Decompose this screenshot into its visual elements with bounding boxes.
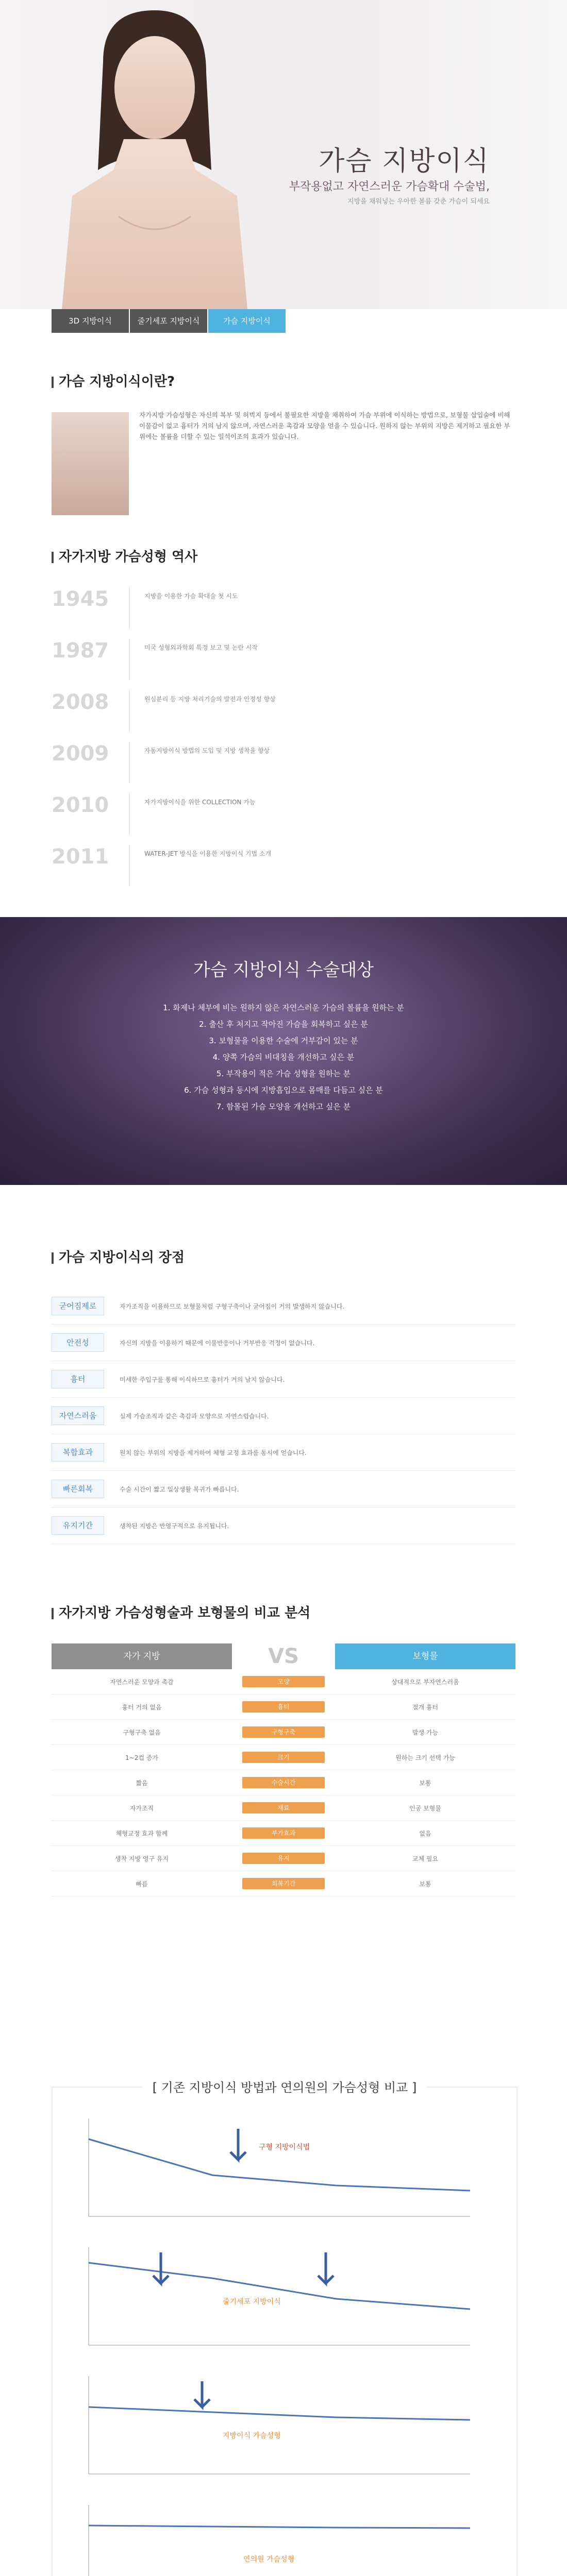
compare-heading-text: 자가지방 가슴성형술과 보형물의 비교 분석 bbox=[59, 1605, 311, 1621]
list-item: 7. 함몰된 가슴 모양을 개선하고 싶은 분 bbox=[216, 1102, 351, 1111]
compare-mid bbox=[232, 1777, 335, 1788]
list-item: 1. 화제나 체부에 비는 원하지 않은 자연스러운 가슴의 볼륨을 원하는 분 bbox=[163, 1003, 404, 1012]
graph-panel bbox=[89, 2505, 470, 2576]
graph-label: 연의원 가슴성형 bbox=[243, 2555, 295, 2564]
history-line bbox=[129, 690, 130, 732]
heading-bar bbox=[52, 377, 54, 388]
heading-bar bbox=[52, 1608, 54, 1619]
compare-right-head: 보형물 bbox=[335, 1643, 515, 1669]
chart-box-heading-text: [ 기존 지방이식 방법과 연의원의 가슴성형 비교 ] bbox=[142, 2077, 427, 2095]
compare-mid bbox=[232, 1802, 335, 1814]
compare-mid bbox=[232, 1853, 335, 1864]
history-heading bbox=[52, 546, 515, 565]
history-desc: WATER-JET 방식을 이용한 지방이식 기법 소개 bbox=[144, 850, 272, 857]
list-item: 4. 양쪽 가슴의 비대칭을 개선하고 싶은 분 bbox=[212, 1053, 355, 1062]
merit-text: 실제 가슴조직과 같은 촉감과 모양으로 자연스럽습니다. bbox=[120, 1412, 269, 1420]
merit-text: 미세한 주입구를 통해 이식하므로 흉터가 거의 남지 않습니다. bbox=[120, 1376, 285, 1383]
comparison-chart-box bbox=[52, 2080, 518, 2576]
merits-heading bbox=[52, 1247, 515, 1266]
tab-bar bbox=[52, 309, 287, 333]
merit-row bbox=[52, 1471, 515, 1507]
merit-text: 원치 않는 부위의 지방을 제거하여 체형 교정 효과를 동시에 얻습니다. bbox=[120, 1449, 307, 1456]
compare-left-head: 자가 지방 bbox=[52, 1643, 232, 1669]
merit-text: 수술 시간이 짧고 일상생활 복귀가 빠릅니다. bbox=[120, 1485, 239, 1493]
intro-heading bbox=[52, 371, 515, 390]
intro-photo bbox=[52, 412, 129, 515]
history-section bbox=[52, 546, 515, 565]
graph-label: 줄기세포 지방이식 bbox=[223, 2298, 281, 2306]
history-desc: 자가지방이식을 위한 COLLECTION 가능 bbox=[144, 799, 256, 806]
compare-left: 체형교정 효과 함께 bbox=[115, 1829, 168, 1837]
merit-tag: 자연스러움 bbox=[52, 1406, 104, 1425]
hero-subtitle: 부작용없고 자연스러운 가슴확대 수술법, bbox=[289, 180, 490, 193]
intro-text: 자가지방 가슴성형은 자신의 복부 및 허벅지 등에서 불필요한 지방을 채취하여 가슴 부위에 이식하는 방법으로, 보형물 삽입술에 비해 이물감이 없고 흉터가 거의 남지 않으며, 자연스러운 촉감과 모양을 얻을 수 있습니다. 원하지 않는 부위의 지방은 제거하고 필요한 부위에는 볼륨을 더할 수 있는 일석이조의 효과가 있습니다. bbox=[139, 411, 510, 440]
hero-banner bbox=[0, 0, 567, 309]
history-line bbox=[129, 639, 130, 680]
targets-banner bbox=[0, 917, 567, 1185]
chart-box-heading bbox=[53, 2077, 516, 2095]
compare-mid-label: 흉터 bbox=[242, 1701, 325, 1713]
compare-mid-label: 유지 bbox=[242, 1853, 325, 1864]
heading-bar bbox=[52, 1252, 54, 1264]
history-item bbox=[52, 587, 515, 629]
history-year: 2011 bbox=[52, 845, 109, 869]
compare-mid-label: 부가효과 bbox=[242, 1827, 325, 1839]
compare-right: 인공 보형물 bbox=[409, 1804, 441, 1812]
compare-mid-label: 수술시간 bbox=[242, 1777, 325, 1788]
graph-panel bbox=[89, 2119, 470, 2216]
graph-panel bbox=[89, 2247, 470, 2345]
comparison-graphs bbox=[53, 2088, 516, 2576]
merit-row bbox=[52, 1361, 515, 1398]
merit-tag: 흉터 bbox=[52, 1370, 104, 1388]
compare-right: 없음 bbox=[419, 1829, 431, 1837]
history-item bbox=[52, 639, 515, 680]
table-row bbox=[52, 1745, 515, 1770]
targets-list bbox=[129, 999, 438, 1115]
merit-tag: 안전성 bbox=[52, 1333, 104, 1352]
tab-3d-fat-graft[interactable]: 3D 지방이식 bbox=[52, 309, 129, 333]
compare-left: 자연스러운 모양과 촉감 bbox=[110, 1678, 174, 1686]
compare-left: 자가조직 bbox=[129, 1804, 154, 1812]
vs-label: VS bbox=[232, 1643, 335, 1669]
compare-mid bbox=[232, 1878, 335, 1889]
compare-right: 상대적으로 부자연스러움 bbox=[391, 1678, 459, 1686]
table-row bbox=[52, 1720, 515, 1745]
history-line bbox=[129, 587, 130, 629]
table-row bbox=[52, 1694, 515, 1720]
compare-mid-label: 회복기간 bbox=[242, 1878, 325, 1889]
history-item bbox=[52, 690, 515, 732]
history-heading-text: 자가지방 가슴성형 역사 bbox=[59, 549, 198, 565]
compare-right: 발생 가능 bbox=[412, 1728, 439, 1736]
merit-row bbox=[52, 1325, 515, 1361]
compare-mid-label: 모양 bbox=[242, 1676, 325, 1687]
history-year: 2008 bbox=[52, 690, 109, 714]
merit-row bbox=[52, 1288, 515, 1325]
compare-mid-label: 구형구축 bbox=[242, 1726, 325, 1738]
history-year: 1945 bbox=[52, 587, 109, 611]
history-item bbox=[52, 845, 515, 886]
compare-left: 1~2컵 증가 bbox=[125, 1754, 158, 1761]
merit-tag: 복합효과 bbox=[52, 1443, 104, 1462]
tab-breast-fat-graft[interactable]: 가슴 지방이식 bbox=[208, 309, 286, 333]
compare-left: 생착 지방 영구 유지 bbox=[114, 1855, 169, 1862]
targets-heading: 가슴 지방이식 수술대상 bbox=[193, 960, 374, 980]
history-item bbox=[52, 793, 515, 835]
merit-tag: 빠른회복 bbox=[52, 1480, 104, 1498]
table-row bbox=[52, 1871, 515, 1896]
hero-title: 가슴 지방이식 bbox=[319, 146, 490, 177]
history-year: 2010 bbox=[52, 793, 109, 817]
table-row bbox=[52, 1821, 515, 1846]
merit-row bbox=[52, 1398, 515, 1434]
compare-mid bbox=[232, 1752, 335, 1763]
history-desc: 미국 성형외과학회 특정 보고 및 논란 시작 bbox=[144, 644, 258, 651]
graph-line bbox=[89, 2526, 470, 2528]
graph-label: 구형 지방이식법 bbox=[259, 2143, 310, 2151]
model-photo bbox=[62, 0, 247, 309]
intro-section bbox=[52, 371, 515, 390]
compare-mid-label: 재료 bbox=[242, 1802, 325, 1814]
list-item: 5. 부작용이 적은 가슴 성형을 원하는 분 bbox=[216, 1069, 351, 1078]
compare-mid-label: 크기 bbox=[242, 1752, 325, 1763]
compare-right: 보통 bbox=[419, 1779, 431, 1787]
merit-text: 생착된 지방은 반영구적으로 유지됩니다. bbox=[120, 1522, 229, 1530]
history-item bbox=[52, 742, 515, 783]
merit-tag: 굳어짐제로 bbox=[52, 1297, 104, 1315]
table-row bbox=[52, 1795, 515, 1821]
compare-mid bbox=[232, 1701, 335, 1713]
compare-heading bbox=[52, 1602, 515, 1621]
merit-text: 자가조직을 이용하므로 보형물처럼 구형구축이나 굳어짐이 거의 발생하지 않습니다. bbox=[120, 1302, 345, 1310]
compare-right: 교체 필요 bbox=[412, 1855, 439, 1862]
tab-stem-cell-fat-graft[interactable]: 줄기세포 지방이식 bbox=[130, 309, 207, 333]
list-item: 2. 출산 후 처지고 작아진 가슴을 회복하고 싶은 분 bbox=[199, 1020, 368, 1029]
compare-left: 흉터 거의 없음 bbox=[122, 1703, 162, 1711]
down-arrow-icon bbox=[230, 2129, 246, 2160]
compare-right: 보통 bbox=[419, 1880, 431, 1888]
merit-text: 자신의 지방을 이용하기 때문에 이물반응이나 거부반응 걱정이 없습니다. bbox=[120, 1339, 315, 1347]
table-row bbox=[52, 1669, 515, 1694]
merits-heading-text: 가슴 지방이식의 장점 bbox=[59, 1250, 185, 1265]
list-item: 3. 보형물을 이용한 수술에 거부감이 있는 분 bbox=[209, 1036, 358, 1045]
compare-section bbox=[52, 1602, 515, 1621]
compare-mid bbox=[232, 1827, 335, 1839]
compare-table bbox=[52, 1643, 515, 1896]
compare-left: 빠름 bbox=[136, 1880, 148, 1888]
history-year: 1987 bbox=[52, 639, 109, 663]
history-line bbox=[129, 742, 130, 783]
merit-row bbox=[52, 1507, 515, 1544]
heading-bar bbox=[52, 552, 54, 563]
merits-section bbox=[52, 1247, 515, 1266]
compare-left: 구형구축 없음 bbox=[123, 1728, 161, 1736]
down-arrow-icon bbox=[153, 2252, 169, 2283]
table-row bbox=[52, 1846, 515, 1871]
history-year: 2009 bbox=[52, 742, 109, 766]
history-desc: 지방을 이용한 가슴 확대술 첫 시도 bbox=[144, 592, 238, 600]
compare-mid bbox=[232, 1676, 335, 1687]
compare-mid bbox=[232, 1726, 335, 1738]
graph-line bbox=[89, 2407, 470, 2420]
list-item: 6. 가슴 성형과 동시에 지방흡입으로 몸매를 다듬고 싶은 분 bbox=[184, 1086, 383, 1095]
compare-right: 원하는 크기 선택 가능 bbox=[395, 1754, 455, 1761]
compare-right: 절개 흉터 bbox=[412, 1703, 439, 1711]
merits-list bbox=[52, 1288, 515, 1544]
graph-panel bbox=[89, 2376, 470, 2474]
compare-left: 짧음 bbox=[136, 1779, 148, 1787]
graph-label: 지방이식 가슴성형 bbox=[223, 2432, 281, 2440]
down-arrow-icon bbox=[194, 2381, 210, 2407]
history-desc: 원심분리 등 지방 처리기술의 발전과 안정성 향상 bbox=[144, 696, 276, 703]
hero-subtitle-2: 지방을 채워넣는 우아한 볼륨 갖춘 가슴이 되세요 bbox=[347, 198, 490, 206]
history-line bbox=[129, 845, 130, 886]
down-arrow-icon bbox=[318, 2252, 333, 2283]
history-desc: 자동지방이식 방법의 도입 및 지방 생착율 향상 bbox=[144, 747, 270, 754]
merit-row bbox=[52, 1434, 515, 1471]
table-row bbox=[52, 1770, 515, 1795]
merit-tag: 유지기간 bbox=[52, 1516, 104, 1535]
history-line bbox=[129, 793, 130, 835]
intro-heading-text: 가슴 지방이식이란? bbox=[59, 374, 175, 389]
compare-header bbox=[52, 1643, 515, 1669]
